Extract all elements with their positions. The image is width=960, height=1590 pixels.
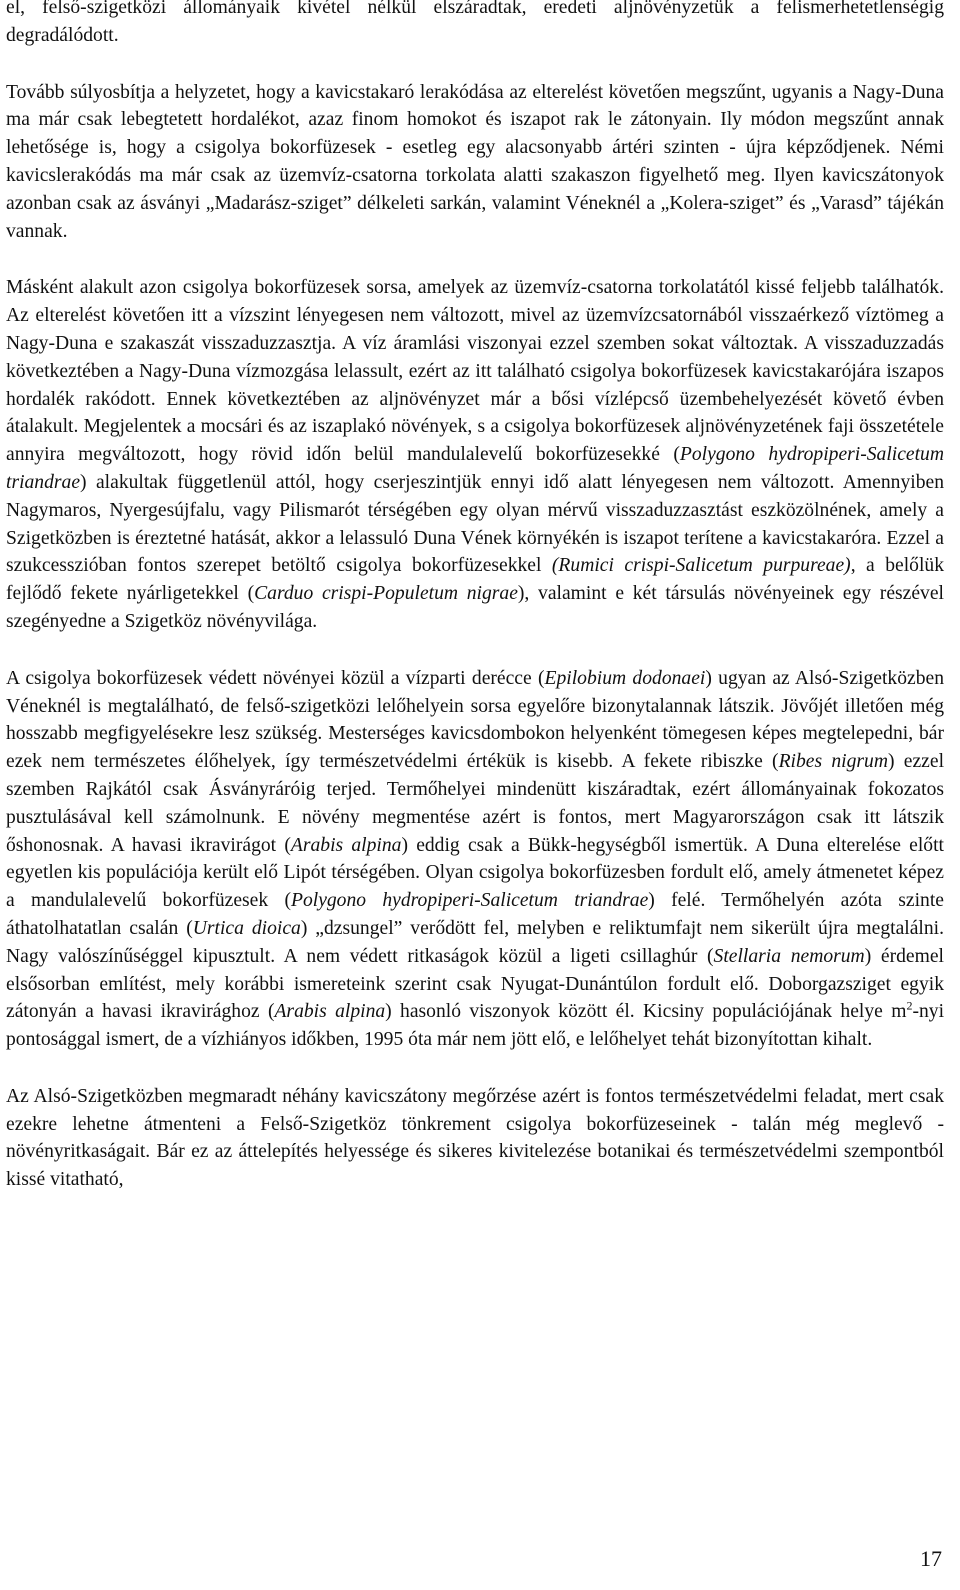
species-name: Polygono hydropiperi-Salicetum triandrae — [290, 890, 649, 912]
text-run: Tovább súlyosbítja a helyzetet, hogy a kavicstakaró lerakódása az elterelést követően megszűnt, ugyanis a Nagy-Duna ma már csak lebegtetett hordalékot, azaz finom homokot és iszapot rak le zátonyain. Ily módon megszűnt annak lehetősége is, hogy a csigolya bokorfüzesek - esetleg egy alacsonyabb ártéri szinten - újra képződjenek. Némi kavicslerakódás ma már csak az üzemvíz-csatorna torkolata alatti szakaszon figyelhető meg. Ilyen kavicszátonyok azonban csak az ásványi „Madarász-sziget” délkeleti sarkán, valamint Véneknél a „Kolera-sziget” és „Varasd” tájékán vannak. — [6, 81, 944, 242]
species-name: Epilobium dodonaei — [544, 667, 706, 689]
text-run: ), valamint e két társulás növényeinek egy részével szegényedne a Szigetköz növényvilága. — [6, 583, 944, 632]
species-name: Urtica dioica — [192, 917, 301, 939]
paragraph — [6, 79, 944, 246]
text-run: el, felső-szigetközi állományaik kivétel nélkül elszáradtak, eredeti aljnövényzetük a felismerhetetlenségig degradálódott. — [6, 0, 944, 46]
text-run: -nyi pontosággal ismert, de a vízhiányos időkben, 1995 óta már nem jött elő, e lelőhelyet tehát bizonyítottan kihalt. — [6, 1001, 945, 1051]
text-run: A csigolya bokorfüzesek védett növényei közül a vízparti derécce ( — [6, 667, 545, 689]
text-run: Az Alsó-Szigetközben megmaradt néhány kavicszátony megőrzése azért is fontos természetvédelmi feladat, mert csak ezekre lehetne átmenteni a Felső-Szigetköz tönkrement csigolya bokorfüzeseinek - talán még meglevő - növényritkaságait. Bár ez az áttelepítés helyessége és sikeres kivitelezése botanikai és természetvédelmi szempontból kissé vitatható, — [6, 1085, 944, 1191]
text-run: ) ezzel szemben Rajkától csak Ásványráróig terjed. Termőhelyei mindenütt kiszáradtak, ezért állományainak fokozatos pusztulásával kell számolnunk. E növény megmentése azért is fontos, mert Magyarországon csak itt látszik őshonosnak. A havasi ikravirágot ( — [6, 751, 945, 856]
text-run: ) „dzsungel” verődött fel, melyben e reliktumfajt nem sikerült újra megtalálni. Nagy valószínűséggel kipusztult. A nem védett ritkaságok közül a ligeti csillaghúr ( — [6, 917, 945, 967]
paragraph — [6, 1083, 944, 1194]
text-run: ) ugyan az Alsó-Szigetközben Véneknél is megtalálható, de felső-szigetközi lelőhelyein sorsa egyelőre bizonytalannak látszik. Jövőjét illetően még hosszabb megfigyelésekre lesz szükség. Mesterséges kavicsdombokon helyenként tömegesen képes megtelepedni, bár ezek nem természetes élőhelyek, így természetvédelmi értékük is kisebb. A fekete ribiszke ( — [6, 667, 945, 773]
text-run: ) érdemel elsősorban említést, mely korábbi ismereteink szerint csak Nyugat-Dunántúlon fordult elő. Doborgazsziget egyik zátonyán a havasi ikravirághoz ( — [6, 945, 945, 1023]
paragraph — [6, 665, 944, 1054]
species-name: Carduo crispi-Populetum nigrae — [254, 583, 518, 605]
species-name: (Rumici crispi-Salicetum purpureae) — [551, 555, 851, 577]
text-run: Másként alakult azon csigolya bokorfüzesek sorsa, amelyek az üzemvíz-csatorna torkolatától kissé feljebb találhatók. Az elterelést követően itt a vízszint lényegesen nem változott, mivel az üzemvízcsatornából visszaérkező víztömeg a Nagy-Duna e szakaszát visszaduzzasztja. A víz áramlási viszonyai ezzel szemben sokat változtak. A visszaduzzadás következtében a Nagy-Duna vízmozgása lelassult, ezért az itt található csigolya bokorfüzesek kavicstakarójára iszapos hordalék rakódott. Ennek következtében az aljnövényzet már a bősi vízlépcső üzembehelyezését követő évben átalakult. Megjelentek a mocsári és az iszaplakó növények, s a csigolya bokorfüzesek aljnövényzetének faji összetétele annyira megváltozott, hogy rövid időn belül mandulalevelű bokorfüzesekké ( — [6, 277, 944, 466]
text-run: ) eddig csak a Bükk-hegységből ismertük. A Duna elterelése előtt egyetlen kis populációja került elő Lipót térségében. Olyan csigolya bokorfüzesben fordult elő, amely átmenetet képez a mandulalevelű bokorfüzesek ( — [6, 834, 944, 912]
page-number: 17 — [920, 1546, 942, 1571]
species-name: Arabis alpina — [274, 1001, 386, 1023]
text-run: ) felé. Termőhelyén azóta szinte áthatolhatatlan csalán ( — [6, 890, 944, 939]
species-name: Polygono hydropiperi-Salicetum triandrae — [6, 444, 944, 493]
text-run: , a belőlük fejlődő fekete nyárligetekkel ( — [6, 555, 944, 605]
species-name: Ribes nigrum — [778, 751, 888, 773]
paragraph — [6, 0, 944, 50]
text-run: ) alakultak függetlenül attól, hogy cserjeszintjük ennyi idő alatt lényegesen nem változott. Amennyiben Nagymaros, Nyergesújfalu, vagy Pilismarót térségében egy olyan mérvű visszaduzzasztást eszközölnének, amely a Szigetközben is éreztetné hatását, akkor a lelassuló Duna Vének környékén is iszapot terítene a kavicstakaróra. Ezzel a szukcesszióban fontos szerepet betöltő csigolya bokorfüzesekkel — [6, 471, 944, 577]
species-name: Stellaria nemorum — [713, 945, 865, 967]
species-name: Arabis alpina — [290, 834, 402, 856]
paragraph — [6, 274, 944, 635]
body-text — [6, 0, 944, 1194]
text-run: ) hasonló viszonyok között él. Kicsiny populációjának helye m — [385, 1001, 907, 1023]
superscript: 2 — [906, 998, 913, 1013]
